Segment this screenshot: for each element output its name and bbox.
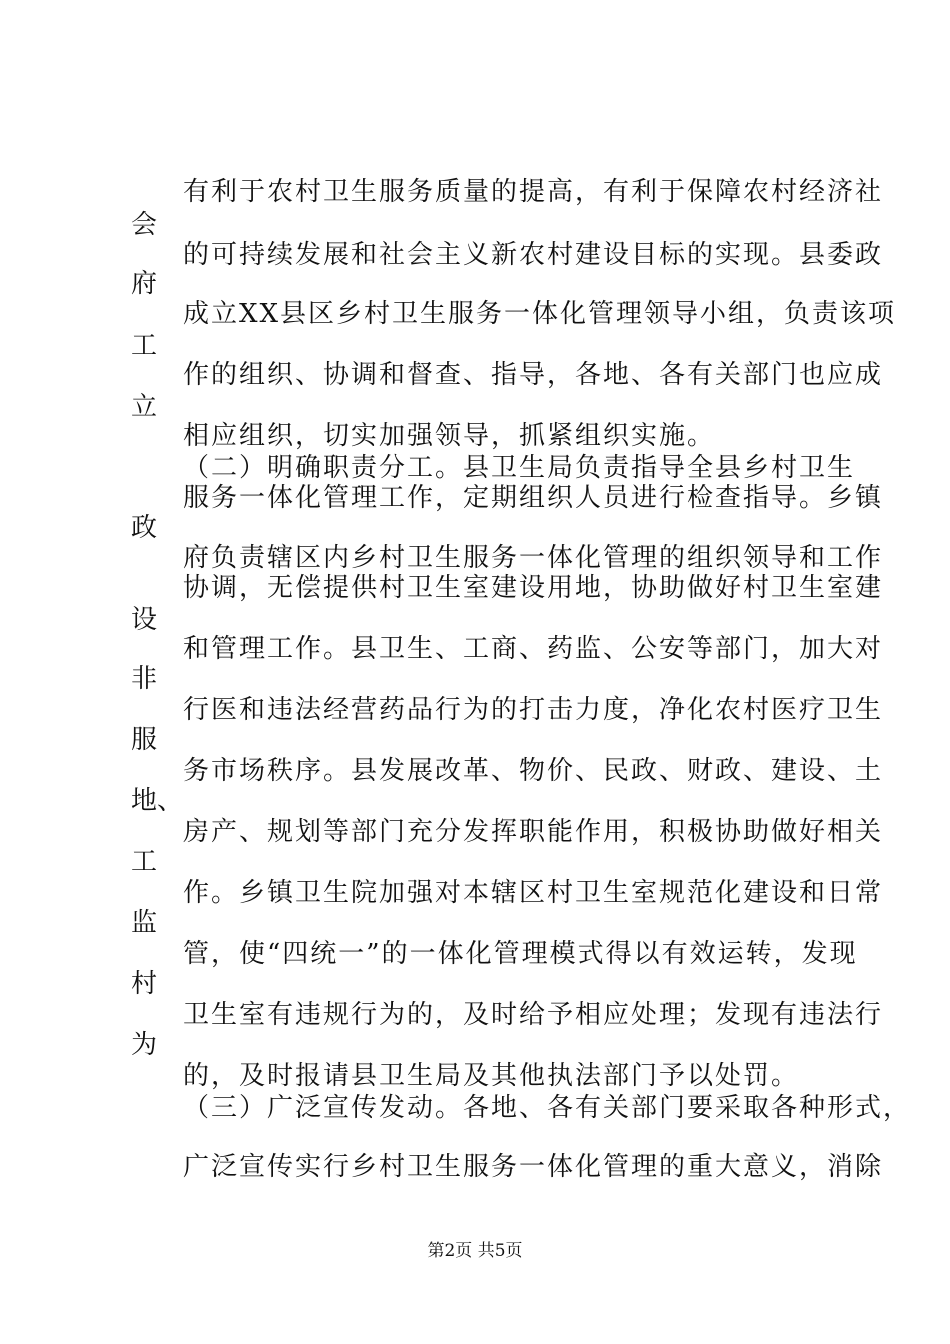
body-line: 有利于农村卫生服务质量的提高，有利于保障农村经济社 <box>183 177 884 207</box>
body-line: 务市场秩序。县发展改革、物价、民政、财政、建设、土 <box>183 756 884 786</box>
page-footer: 第2页 共5页 <box>427 1241 523 1261</box>
body-line: 作。乡镇卫生院加强对本辖区村卫生室规范化建设和日常 <box>183 878 884 908</box>
body-line: （二）明确职责分工。县卫生局负责指导全县乡村卫生 <box>183 453 856 483</box>
margin-char: 工 <box>131 331 158 361</box>
body-line: 相应组织，切实加强领导，抓紧组织实施。 <box>183 421 716 451</box>
body-line: 成立XX县区乡村卫生服务一体化管理领导小组，负责该项 <box>183 299 897 329</box>
margin-char: 非 <box>131 664 158 694</box>
body-line: 卫生室有违规行为的，及时给予相应处理；发现有违法行 <box>183 1000 884 1030</box>
margin-char: 服 <box>131 725 158 755</box>
body-line: 服务一体化管理工作，定期组织人员进行检查指导。乡镇 <box>183 483 884 513</box>
body-line: 管，使“四统一”的一体化管理模式得以有效运转，发现 <box>183 939 858 969</box>
body-line: 广泛宣传实行乡村卫生服务一体化管理的重大意义，消除 <box>183 1152 884 1182</box>
margin-char: 政 <box>131 513 158 543</box>
margin-char: 监 <box>131 908 158 938</box>
margin-char: 地、 <box>131 786 184 816</box>
body-line: 和管理工作。县卫生、工商、药监、公安等部门，加大对 <box>183 634 884 664</box>
margin-char: 会 <box>131 210 158 240</box>
margin-char: 村 <box>131 969 158 999</box>
margin-char: 立 <box>131 392 158 422</box>
body-line: 房产、规划等部门充分发挥职能作用，积极协助做好相关 <box>183 817 884 847</box>
body-line: 作的组织、协调和督查、指导，各地、各有关部门也应成 <box>183 360 884 390</box>
margin-char: 为 <box>131 1030 158 1060</box>
body-line: （三）广泛宣传发动。各地、各有关部门要采取各种形式， <box>183 1093 912 1123</box>
body-line: 的，及时报请县卫生局及其他执法部门予以处罚。 <box>183 1061 800 1091</box>
margin-char: 工 <box>131 847 158 877</box>
body-line: 协调，无偿提供村卫生室建设用地，协助做好村卫生室建 <box>183 573 884 603</box>
body-line: 的可持续发展和社会主义新农村建设目标的实现。县委政 <box>183 240 884 270</box>
body-line: 行医和违法经营药品行为的打击力度，净化农村医疗卫生 <box>183 695 884 725</box>
margin-char: 府 <box>131 269 158 299</box>
body-line: 府负责辖区内乡村卫生服务一体化管理的组织领导和工作 <box>183 543 884 573</box>
margin-char: 设 <box>131 605 158 635</box>
